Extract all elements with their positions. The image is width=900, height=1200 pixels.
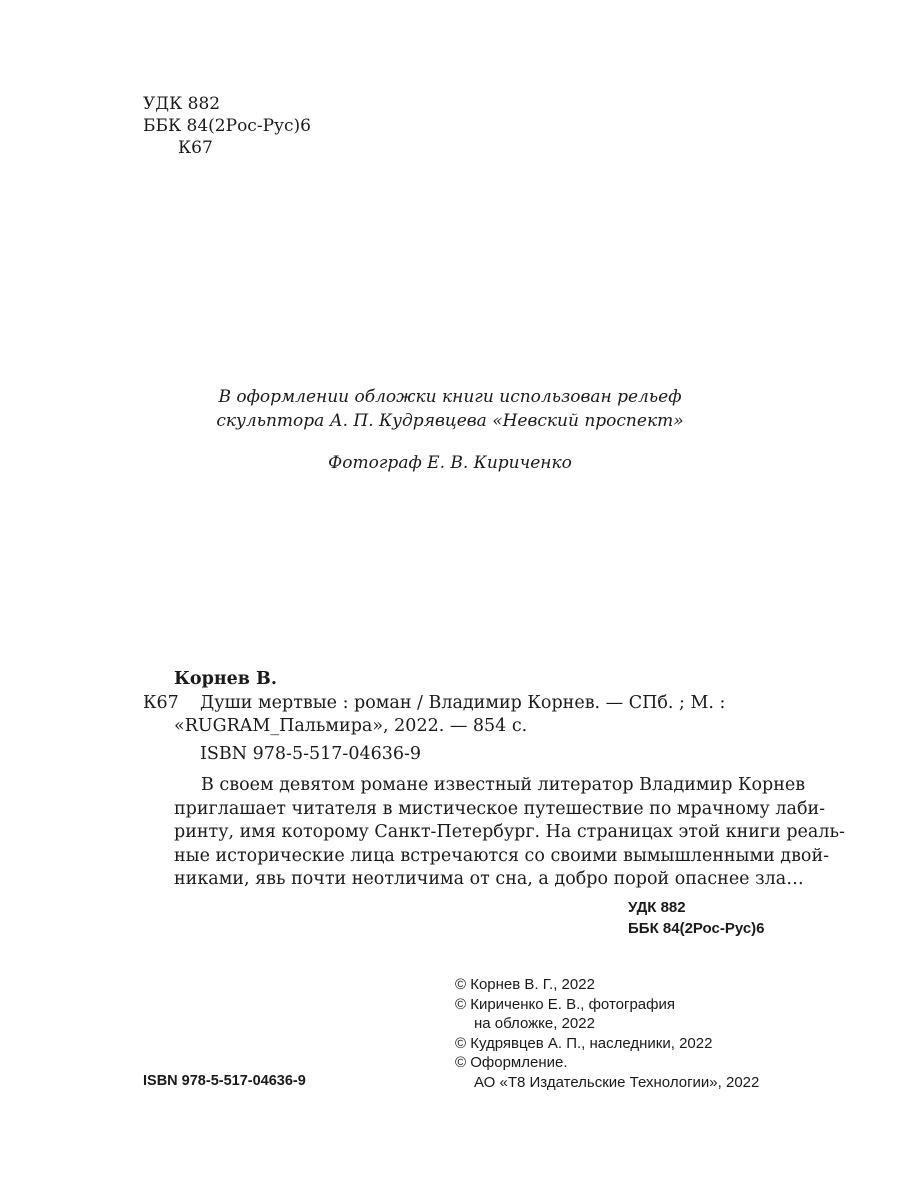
copyright-sculptor: © Кудрявцев А. П., наследники, 2022 <box>455 1034 713 1052</box>
catalog-entry <box>143 668 845 892</box>
right-bbk-code: ББК 84(2Рос-Рус)6 <box>628 920 765 937</box>
photographer-credit: Фотограф Е. В. Кириченко <box>328 453 572 473</box>
entry-author: Корнев В. <box>174 669 277 689</box>
cover-credits <box>0 385 900 475</box>
right-udk-code: УДК 882 <box>628 899 686 916</box>
annotation <box>143 774 845 892</box>
entry-title-row <box>143 692 783 716</box>
copyright-design: © Оформление. <box>455 1054 568 1071</box>
copyright-photo-cont: на обложке, 2022 <box>474 1015 595 1032</box>
entry-title: Души мертвые : роман / Владимир Корнев. — СПб. ; М. : <box>200 692 726 713</box>
annotation-line: В своем девятом романе известный литератор Владимир Корнев <box>201 775 806 795</box>
udk-code: УДК 882 <box>143 94 221 114</box>
copyright-design-cont: АО «Т8 Издательские Технологии», 2022 <box>474 1073 760 1091</box>
entry-publisher: «RUGRAM_Пальмира», 2022. — 854 с. <box>174 716 528 736</box>
right-classification-codes <box>628 897 765 939</box>
copyright-photo: © Кириченко Е. В., фотография <box>455 995 675 1013</box>
top-classification-codes <box>143 93 311 159</box>
annotation-line: никами, явь почти неотличима от сна, а добро порой опаснее зла… <box>174 869 804 889</box>
bbk-code: ББК 84(2Рос-Рус)6 <box>143 116 311 136</box>
entry-author-mark: К67 <box>143 692 179 713</box>
cover-credit-line-2: скульптора А. П. Кудрявцева «Невский проспект» <box>216 411 684 431</box>
annotation-line: приглашает читателя в мистическое путешествие по мрачному лаби- <box>174 798 826 819</box>
bottom-isbn: ISBN 978-5-517-04636-9 <box>143 1073 306 1089</box>
copyright-author: © Корнев В. Г., 2022 <box>455 976 595 993</box>
annotation-line: ные исторические лица встречаются со своими вымышленными двой- <box>174 845 830 866</box>
entry-isbn: ISBN 978-5-517-04636-9 <box>200 743 422 764</box>
copyright-block <box>455 975 759 1092</box>
cover-credit-line-1: В оформлении обложки книги использован рельеф <box>218 387 682 407</box>
annotation-line: ринту, имя которому Санкт-Петербург. На страницах этой книги реаль- <box>174 822 845 842</box>
author-mark: К67 <box>178 138 213 158</box>
